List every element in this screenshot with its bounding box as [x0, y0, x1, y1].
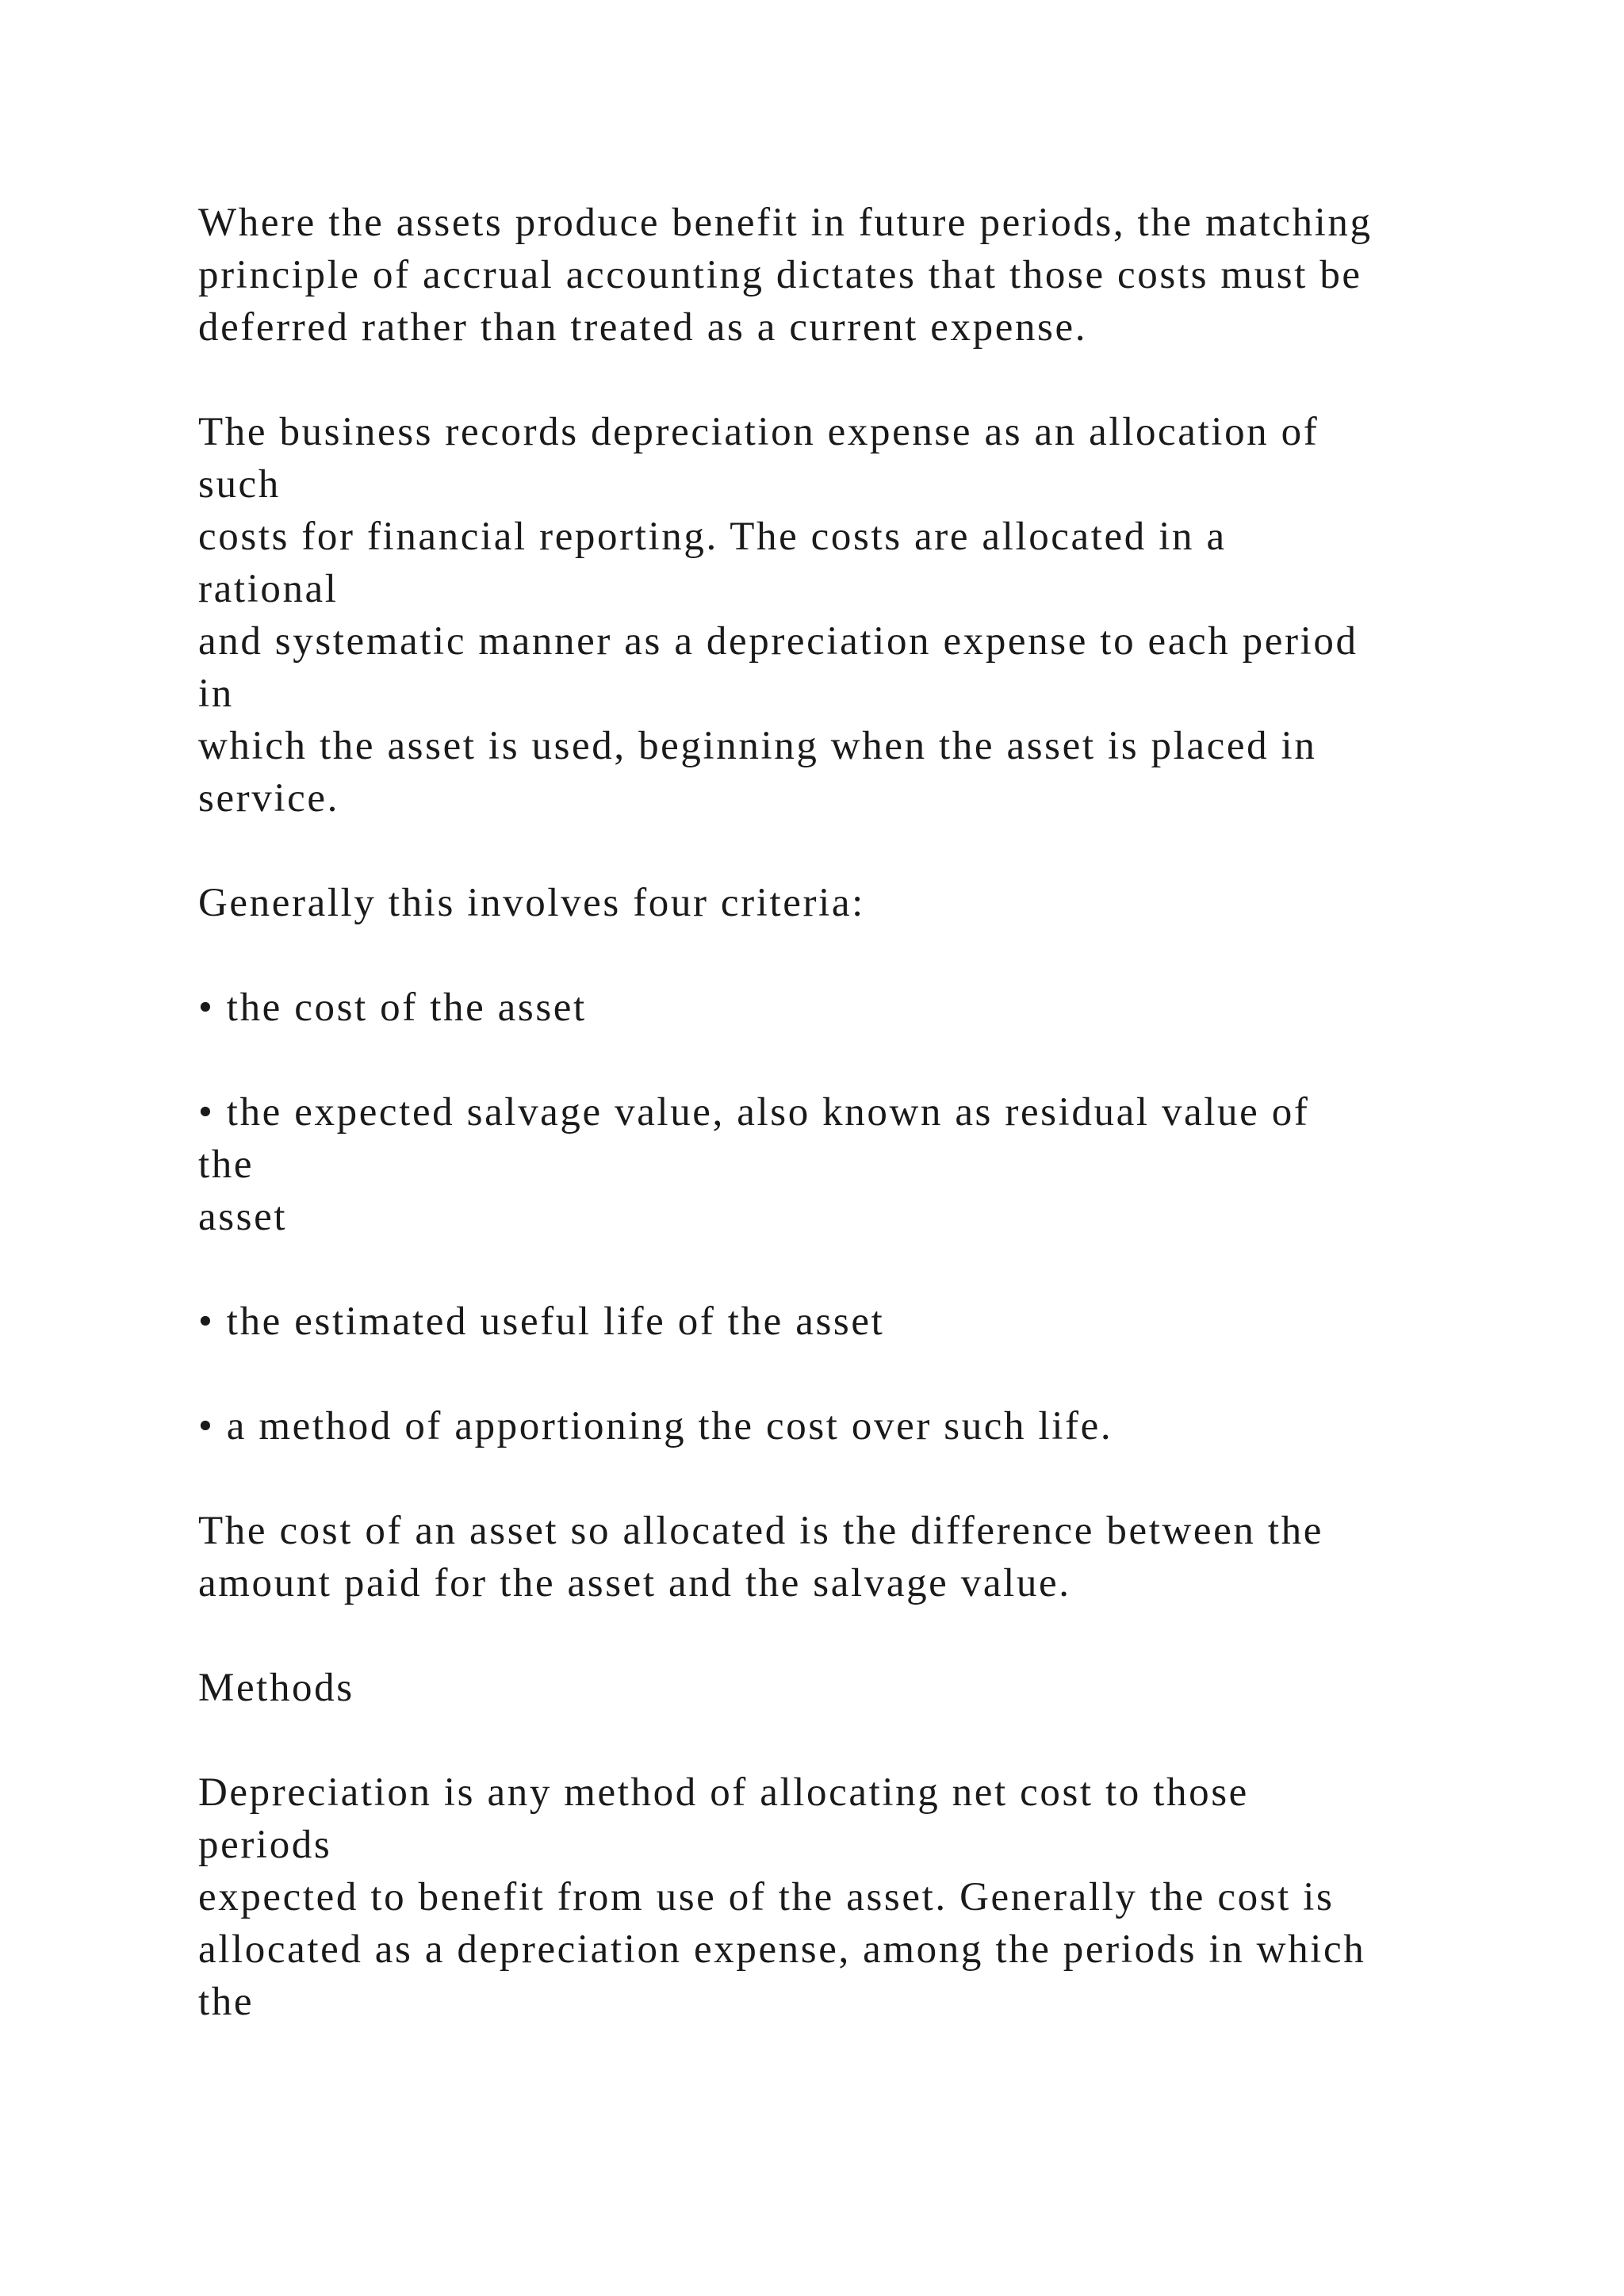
text-line: The cost of an asset so allocated is the difference between the [198, 1509, 1323, 1553]
bullet-item: • the cost of the asset [198, 985, 587, 1030]
text-line: expected to benefit from use of the asset. Generally the cost is [198, 1875, 1335, 1919]
text-line: asset [198, 1195, 288, 1239]
text-line: the [198, 1142, 255, 1187]
text-line: Generally this involves four criteria: [198, 881, 865, 925]
text-line: amount paid for the asset and the salvage value. [198, 1561, 1071, 1605]
paragraph-gap [198, 1609, 1546, 1662]
paragraph-gap [198, 1452, 1546, 1505]
bullet-item: • the expected salvage value, also known as residual value of [198, 1090, 1310, 1135]
section-heading: Methods [198, 1666, 354, 1710]
paragraph-gap [198, 1243, 1546, 1295]
text-line: Where the assets produce benefit in future periods, the matching [198, 201, 1373, 245]
bullet-item: • a method of apportioning the cost over such life. [198, 1404, 1113, 1448]
text-line: and systematic manner as a depreciation expense to each period [198, 619, 1358, 664]
paragraph-gap [198, 1034, 1546, 1086]
text-line: service. [198, 776, 339, 821]
text-line: which the asset is used, beginning when the asset is placed in [198, 724, 1317, 768]
text-line: in [198, 672, 234, 716]
bullet-item: • the estimated useful life of the asset [198, 1299, 885, 1344]
text-line: the [198, 1980, 255, 2024]
text-line: Depreciation is any method of allocating net cost to those [198, 1770, 1249, 1815]
text-line: allocated as a depreciation expense, among the periods in which [198, 1927, 1366, 1972]
paragraph-gap [198, 929, 1546, 982]
paragraph-gap [198, 825, 1546, 877]
text-line: such [198, 462, 281, 507]
document-body [198, 197, 1546, 2028]
text-line: deferred rather than treated as a current expense. [198, 305, 1088, 350]
paragraph-gap [198, 1714, 1546, 1766]
paragraph-gap [198, 1348, 1546, 1400]
text-line: costs for financial reporting. The costs are allocated in a [198, 515, 1227, 559]
text-line: The business records depreciation expense as an allocation of [198, 410, 1320, 454]
text-line: rational [198, 567, 339, 611]
text-line: principle of accrual accounting dictates that those costs must be [198, 253, 1362, 297]
paragraph-gap [198, 354, 1546, 406]
text-line: periods [198, 1823, 332, 1867]
